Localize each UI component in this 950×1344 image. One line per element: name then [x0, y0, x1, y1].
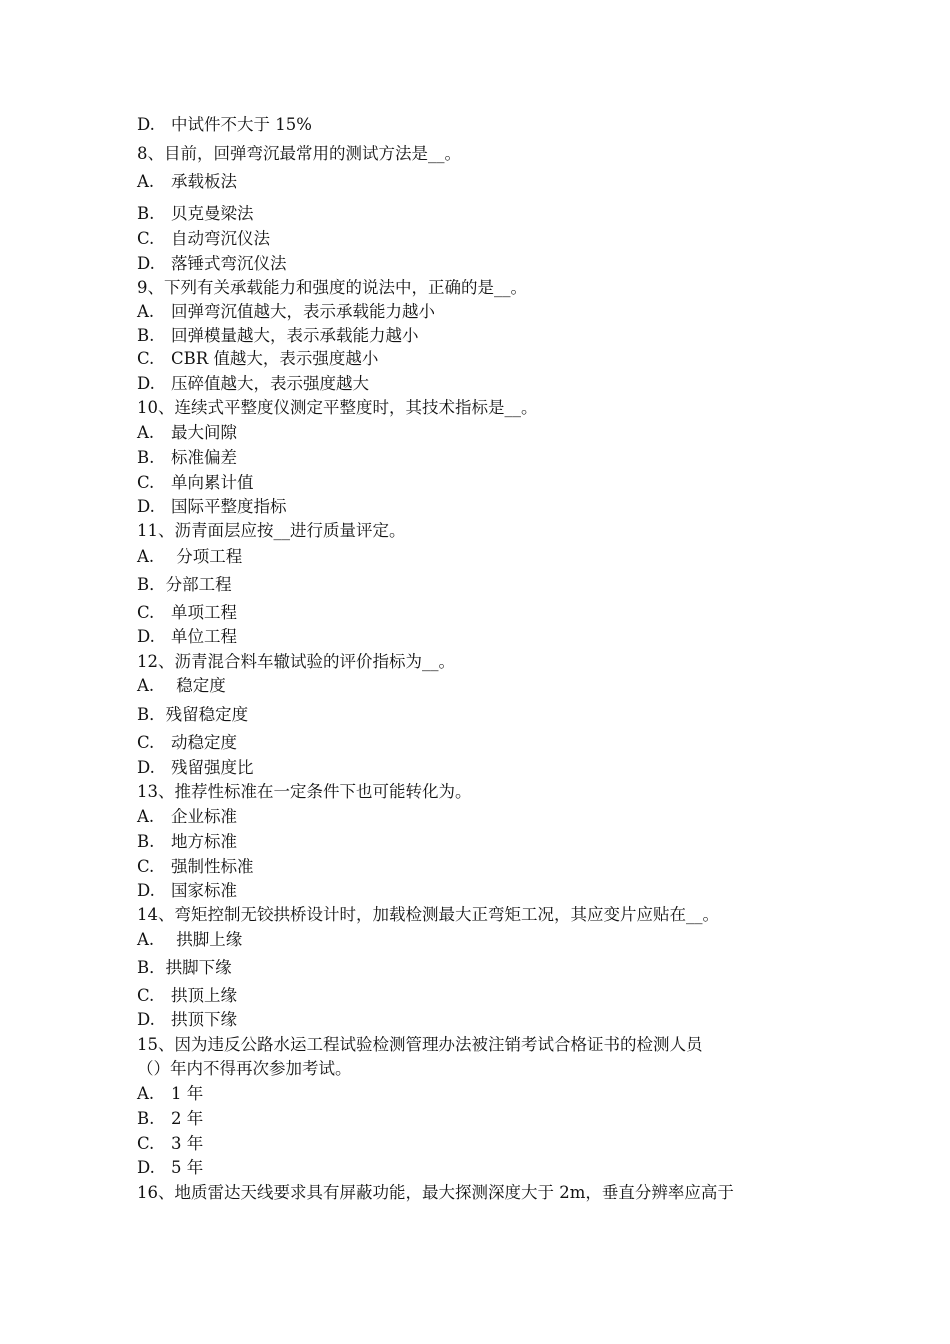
option-label: C.: [137, 733, 155, 752]
option-text: 3 年: [171, 1134, 204, 1153]
question-text: 9、下列有关承载能力和强度的说法中，正确的是__。: [137, 278, 527, 297]
option-label: B.: [137, 204, 155, 223]
option-label: B.: [137, 448, 155, 467]
option-line: [137, 204, 254, 224]
question-line: [137, 144, 461, 164]
question-line: [137, 1183, 734, 1203]
option-label: B．: [137, 575, 166, 594]
option-line: [137, 1134, 203, 1154]
option-text: 5 年: [171, 1158, 204, 1177]
option-text: CBR 值越大，表示强度越小: [171, 349, 379, 368]
question-line: [137, 521, 406, 541]
option-text: 回弹弯沉值越大，表示承载能力越小: [171, 302, 435, 321]
option-line: [137, 302, 435, 322]
option-text: 承载板法: [171, 172, 237, 191]
option-line: [137, 326, 419, 346]
option-line: [137, 958, 232, 978]
option-text: 企业标准: [171, 807, 237, 826]
option-label: C.: [137, 229, 155, 248]
question-text: 11、沥青面层应按__进行质量评定。: [137, 521, 406, 540]
option-label: B.: [137, 1109, 155, 1128]
question-text: 14、弯矩控制无铰拱桥设计时，加载检测最大正弯矩工况，其应变片应贴在__。: [137, 905, 719, 924]
option-line: [137, 115, 312, 135]
option-text: 分部工程: [165, 575, 232, 594]
option-text: 1 年: [171, 1084, 204, 1103]
option-label: A.: [137, 423, 155, 442]
option-line: [137, 807, 237, 827]
option-line: [137, 705, 248, 725]
question-text: 15、因为违反公路水运工程试验检测管理办法被注销考试合格证书的检测人员: [137, 1035, 703, 1054]
option-text: 拱脚下缘: [165, 958, 232, 977]
option-text: 回弹模量越大，表示承载能力越小: [171, 326, 419, 345]
option-text: 单向累计值: [171, 473, 254, 492]
option-line: [137, 229, 270, 249]
option-text: 中试件不大于 15%: [171, 115, 312, 134]
question-text: 10、连续式平整度仪测定平整度时，其技术指标是__。: [137, 398, 538, 417]
option-text: 拱顶下缘: [171, 1010, 237, 1029]
option-label: A.: [137, 1084, 155, 1103]
question-text: 13、推荐性标准在一定条件下也可能转化为。: [137, 782, 472, 801]
option-line: [137, 374, 369, 394]
option-line: [137, 881, 237, 901]
question-text: 16、地质雷达天线要求具有屏蔽功能，最大探测深度大于 2m，垂直分辨率应高于: [137, 1183, 734, 1202]
option-text: 国际平整度指标: [171, 497, 287, 516]
option-label: D.: [137, 1010, 155, 1029]
option-text: 标准偏差: [171, 448, 237, 467]
option-label: D.: [137, 115, 155, 134]
option-label: C.: [137, 349, 155, 368]
option-line: [137, 1158, 203, 1178]
option-label: C.: [137, 986, 155, 1005]
option-text: 稳定度: [171, 676, 226, 695]
option-line: [137, 930, 242, 950]
option-label: D.: [137, 374, 155, 393]
option-label: B.: [137, 832, 155, 851]
option-label: D.: [137, 254, 155, 273]
option-label: A.: [137, 172, 155, 191]
option-line: [137, 497, 287, 517]
option-line: [137, 172, 237, 192]
option-line: [137, 473, 254, 493]
question-text: 12、沥青混合料车辙试验的评价指标为__。: [137, 652, 455, 671]
option-text: 落锤式弯沉仪法: [171, 254, 287, 273]
option-label: A.: [137, 676, 155, 695]
option-text: 压碎值越大，表示强度越大: [171, 374, 369, 393]
option-line: [137, 603, 237, 623]
question-line: [137, 398, 538, 418]
option-label: D.: [137, 758, 155, 777]
option-label: B．: [137, 705, 166, 724]
option-text: 自动弯沉仪法: [171, 229, 270, 248]
option-line: [137, 448, 237, 468]
option-line: [137, 676, 226, 696]
option-text: 拱脚上缘: [171, 930, 243, 949]
option-label: D.: [137, 881, 155, 900]
question-line: [137, 905, 719, 925]
option-line: [137, 1010, 237, 1030]
option-line: [137, 986, 237, 1006]
option-label: C.: [137, 857, 155, 876]
option-line: [137, 758, 254, 778]
option-line: [137, 1109, 203, 1129]
question-line: [137, 652, 455, 672]
option-text: 2 年: [171, 1109, 204, 1128]
question-line: [137, 1059, 352, 1079]
question-line: [137, 278, 527, 298]
option-label: C.: [137, 473, 155, 492]
option-text: 强制性标准: [171, 857, 254, 876]
option-label: C.: [137, 603, 155, 622]
option-text: 单位工程: [171, 627, 237, 646]
question-text: 8、目前，回弹弯沉最常用的测试方法是__。: [137, 144, 461, 163]
option-label: A.: [137, 302, 155, 321]
option-label: B．: [137, 958, 166, 977]
question-text: （）年内不得再次参加考试。: [137, 1059, 352, 1078]
option-text: 贝克曼梁法: [171, 204, 254, 223]
option-text: 国家标准: [171, 881, 237, 900]
option-label: C.: [137, 1134, 155, 1153]
option-label: D.: [137, 497, 155, 516]
option-line: [137, 832, 237, 852]
option-text: 单项工程: [171, 603, 237, 622]
option-text: 最大间隙: [171, 423, 237, 442]
option-line: [137, 349, 378, 369]
option-text: 地方标准: [171, 832, 237, 851]
option-line: [137, 423, 237, 443]
option-text: 残留稳定度: [165, 705, 249, 724]
option-label: B.: [137, 326, 155, 345]
option-text: 残留强度比: [171, 758, 254, 777]
option-label: A.: [137, 547, 155, 566]
option-label: D.: [137, 627, 155, 646]
option-line: [137, 547, 242, 567]
option-line: [137, 733, 237, 753]
option-line: [137, 575, 232, 595]
option-line: [137, 627, 237, 647]
question-line: [137, 1035, 703, 1055]
option-label: D.: [137, 1158, 155, 1177]
option-line: [137, 254, 287, 274]
option-line: [137, 1084, 203, 1104]
question-line: [137, 782, 472, 802]
option-text: 动稳定度: [171, 733, 237, 752]
option-label: A.: [137, 930, 155, 949]
option-text: 拱顶上缘: [171, 986, 237, 1005]
option-text: 分项工程: [171, 547, 243, 566]
option-line: [137, 857, 254, 877]
option-label: A.: [137, 807, 155, 826]
